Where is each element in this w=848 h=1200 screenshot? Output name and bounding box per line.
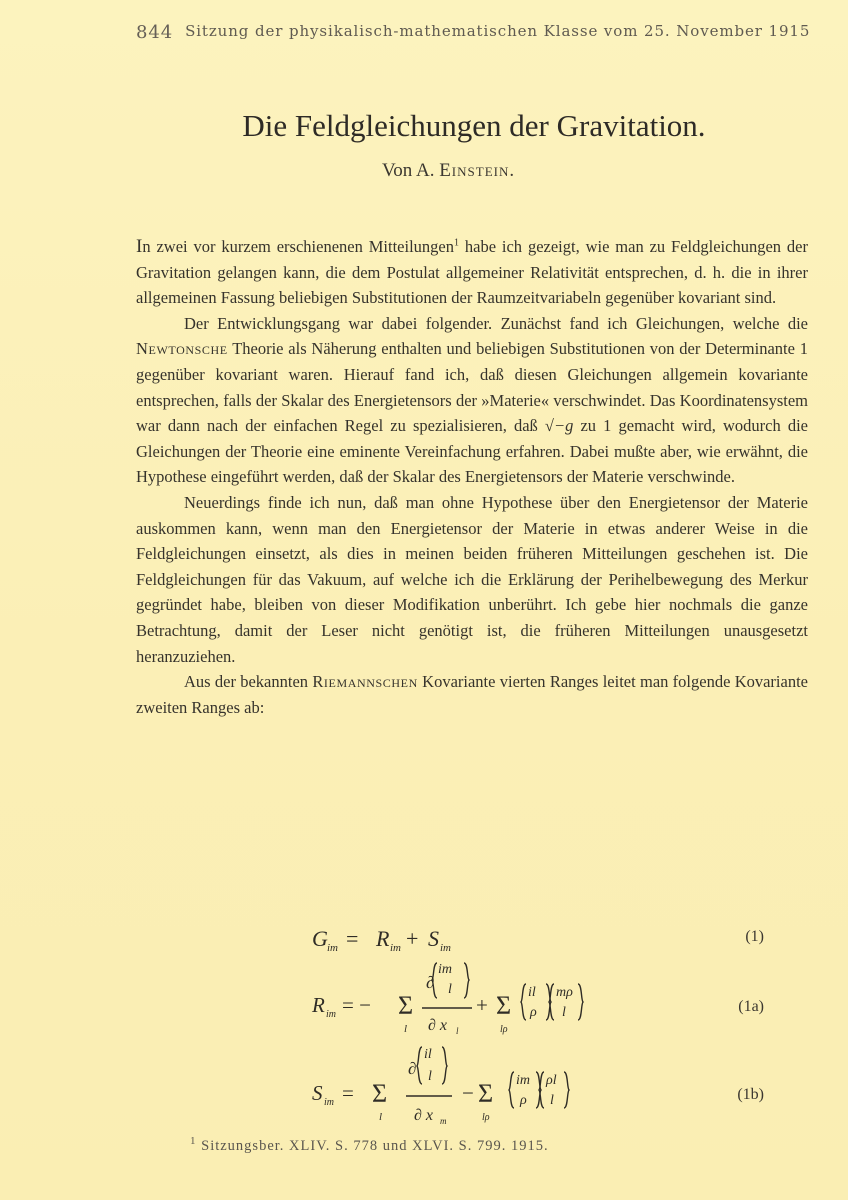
eq1-S-sub: im — [440, 942, 451, 954]
eq1a-plus: + — [476, 993, 488, 1017]
eq1-G-sub: im — [327, 942, 338, 954]
paragraph-1 — [136, 234, 808, 311]
paragraph-4-text-b: Kovariante vierten Ranges leitet man folgende Kovariante zweiten Ranges ab: — [136, 672, 808, 717]
eq1a-brace1-left-icon — [521, 984, 526, 1020]
eq1a-brace1-top: il — [528, 985, 536, 1000]
eq1b-S-sub: im — [324, 1097, 334, 1108]
eq1b-brace2-bottom: l — [550, 1093, 554, 1108]
eq1a-brace1-bottom: ρ — [530, 1005, 537, 1020]
eq1b-partial-top: ∂ — [408, 1059, 417, 1078]
inline-math-sqrt-g: √−g — [544, 416, 574, 436]
eq1a-R-sub: im — [326, 1009, 336, 1020]
eq1b-partial-bottom-sub: m — [440, 1116, 447, 1126]
paragraph-4-text-a: Aus der bekannten — [184, 672, 313, 692]
equation-1b-formula — [136, 1044, 696, 1132]
eq1a-sum-1: Σ — [398, 991, 414, 1020]
article-title: Die Feldgleichungen der Gravitation. — [242, 108, 706, 143]
eq1b-brace-right-icon — [442, 1047, 447, 1084]
eq1a-partial-bottom-sub: l — [456, 1026, 459, 1036]
equation-1a-formula — [136, 960, 696, 1042]
eq1-equals: = — [346, 926, 359, 951]
paragraph-2-text-b: Theorie als Näherung enthalten und beliebigen Substitutionen von der Determinante 1 gegenüber kovariant waren. Hierauf fand ich, daß diesen Gleichungen allgemein kovariante entsprechen, falls der Skalar des Energietensors der »Materie« verschwindet. Das Koordinatensystem war dann nach der einfachen Regel zu spezialisieren, daß — [136, 339, 808, 436]
drop-cap: I — [136, 236, 143, 257]
page-number: 844 — [136, 22, 174, 43]
paragraph-2-text-c: zu 1 gemacht wird, wodurch die Gleichungen der Theorie eine eminente Vereinfachung erfahren. Dabei mußte aber, wie erwähnt, die Hypothese eingeführt werden, daß der Skalar des Energietensors der Materie verschwinde. — [136, 416, 808, 487]
eq1a-brace-right-icon — [464, 963, 469, 998]
equation-1 — [136, 922, 808, 958]
eq1b-minus: − — [462, 1081, 474, 1105]
article-body — [136, 234, 808, 720]
running-head — [136, 22, 811, 43]
footnote-marker: 1 — [190, 1135, 197, 1148]
eq1b-sum-1-index: l — [379, 1111, 383, 1123]
eq1-S: S — [428, 926, 439, 951]
eq1a-R: R — [312, 993, 325, 1017]
footnote-reference: 1 — [453, 237, 459, 249]
eq1b-brace1-top: im — [516, 1073, 530, 1088]
eq1a-partial-top: ∂ — [426, 973, 435, 992]
eq1a-equals-minus: = − — [342, 993, 371, 1017]
eq1-R: R — [376, 926, 390, 951]
eq1b-brace1-bottom: ρ — [520, 1093, 527, 1108]
eq1b-sum-2: Σ — [478, 1079, 494, 1108]
equation-1-number: (1) — [745, 928, 764, 945]
paragraph-1-text-b: habe ich gezeigt, wie man zu Feldgleichungen der Gravitation gelangen kann, die dem Postulat allgemeiner Relativität entsprechen, d. h. die in ihrer allgemeinen Fassung beliebigen Substitutionen der Raumzeitvariabeln gegenüber kovariant sind. — [136, 237, 808, 308]
eq1b-brace2-right-icon — [564, 1072, 569, 1108]
eq1-R-sub: im — [390, 942, 401, 954]
equation-1b-number: (1b) — [737, 1086, 764, 1103]
eq1b-brace-left-icon — [417, 1047, 422, 1084]
eq1a-partial-bottom: ∂ x — [428, 1017, 448, 1034]
eq1b-partial-bottom: ∂ x — [414, 1107, 434, 1124]
paragraph-2 — [136, 311, 808, 490]
paragraph-3: Neuerdings finde ich nun, daß man ohne Hypothese über den Energietensor der Materie auskommen kann, wenn man den Energietensor der Materie in etwas anderer Weise in die Feldgleichungen einsetzt, als dies in meinen beiden früheren Mitteilungen geschehen ist. Die Feldgleichungen für das Vakuum, auf welche ich die Erklärung der Perihelbewegung des Merkur gegründet habe, bleiben von dieser Modifikation unberührt. Ich gebe hier nochmals die ganze Betrachtung, damit der Leser nicht genötigt ist, die früheren Mitteilungen unausgesetzt heranzuziehen. — [136, 492, 808, 666]
eq1b-brace-top: il — [424, 1047, 432, 1062]
eq1a-sum-2: Σ — [496, 991, 512, 1020]
eq1a-brace-top: im — [438, 962, 452, 977]
eq1a-sum-1-index: l — [404, 1023, 408, 1035]
equation-block — [136, 922, 808, 1132]
eq1b-sum-1: Σ — [372, 1079, 388, 1108]
author-name: Einstein. — [439, 160, 516, 181]
eq1a-brace2-right-icon — [578, 984, 583, 1020]
equation-1-formula — [136, 922, 696, 958]
eq1a-brace-left-icon — [432, 963, 437, 998]
eq1b-equals: = — [342, 1081, 354, 1105]
eq1a-sum-2-index: lρ — [500, 1024, 508, 1035]
running-title: Sitzung der physikalisch-mathematischen Klasse vom 25. November 1915 — [185, 22, 811, 40]
name-riemann: Riemannschen — [312, 672, 418, 692]
eq1-plus: + — [406, 926, 419, 951]
equation-1a-number: (1a) — [738, 998, 764, 1015]
paragraph-1-text-a: n zwei vor kurzem erschienenen Mitteilungen — [142, 237, 454, 256]
equation-1b — [136, 1044, 808, 1132]
byline-prefix: Von A. — [382, 160, 435, 181]
eq1a-brace2-top: mρ — [556, 985, 573, 1000]
eq1-G: G — [312, 926, 328, 951]
eq1a-brace-bottom: l — [448, 982, 452, 997]
author-line — [382, 160, 515, 182]
eq1a-brace2-bottom: l — [562, 1005, 566, 1020]
paragraph-2-text-a: Der Entwicklungsgang war dabei folgender. Zunächst fand ich Gleichungen, welche die — [184, 313, 808, 333]
eq1b-brace2-top: ρl — [546, 1073, 557, 1088]
paragraph-4 — [136, 669, 808, 720]
eq1b-brace1-left-icon — [509, 1072, 514, 1108]
name-newton: Newtonsche — [136, 339, 228, 359]
eq1b-brace-bottom: l — [428, 1069, 432, 1084]
equation-1a — [136, 960, 808, 1042]
eq1b-sum-2-index: lρ — [482, 1112, 490, 1123]
footnote-text: Sitzungsber. XLIV. S. 778 und XLVI. S. 799. 1915. — [201, 1138, 549, 1154]
eq1b-S: S — [312, 1081, 323, 1105]
footnote — [190, 1135, 549, 1155]
